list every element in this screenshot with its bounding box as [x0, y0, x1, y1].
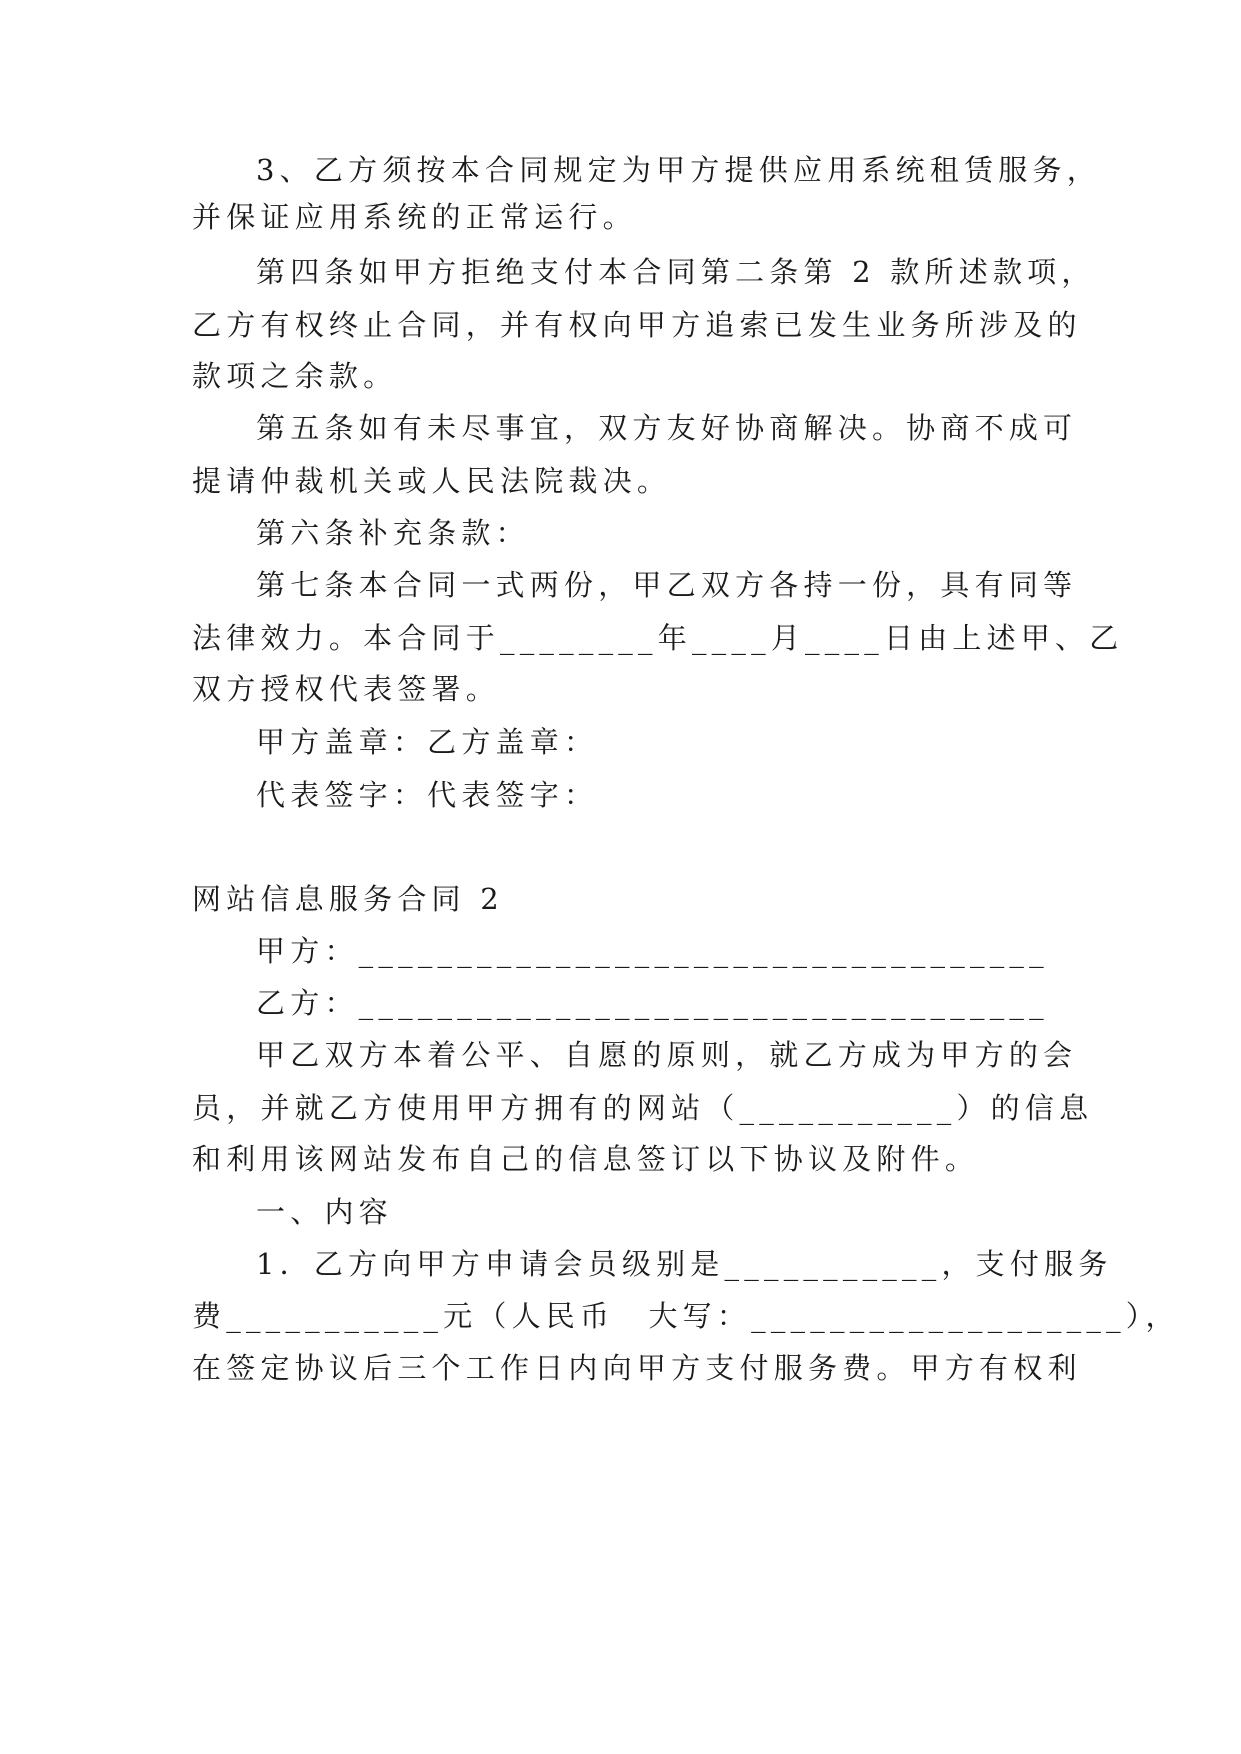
- text-line: 乙方有权终止合同，并有权向甲方追索已发生业务所涉及的: [192, 308, 1082, 342]
- text-line: 甲乙双方本着公平、自愿的原则，就乙方成为甲方的会: [256, 1038, 1078, 1072]
- text-line: 在签定协议后三个工作日内向甲方支付服务费。甲方有权利: [192, 1351, 1082, 1385]
- text-line: 员，并就乙方使用甲方拥有的网站（___________）的信息: [192, 1091, 1094, 1125]
- text-line: 1．乙方向甲方申请会员级别是___________，支付服务: [256, 1247, 1113, 1281]
- text-line: 甲方：___________________________________: [256, 934, 1049, 968]
- text-line: 第四条如甲方拒绝支付本合同第二条第 2 款所述款项，: [256, 255, 1096, 289]
- section-title: 网站信息服务合同 2: [192, 882, 504, 916]
- text-line: 款项之余款。: [192, 359, 398, 393]
- text-line: 第七条本合同一式两份，甲乙双方各持一份，具有同等: [256, 568, 1078, 602]
- text-line: 费___________元（人民币 大写：___________________），: [192, 1299, 1180, 1333]
- text-line: 双方授权代表签署。: [192, 672, 500, 706]
- text-line: 代表签字：代表签字：: [256, 778, 599, 812]
- text-line: 并保证应用系统的正常运行。: [192, 200, 637, 234]
- text-line: 一、内容: [256, 1195, 393, 1229]
- text-line: 3、乙方须按本合同规定为甲方提供应用系统租赁服务，: [256, 153, 1101, 187]
- text-line: 和利用该网站发布自己的信息签订以下协议及附件。: [192, 1142, 980, 1176]
- text-line: 第五条如有未尽事宜，双方友好协商解决。协商不成可: [256, 411, 1078, 445]
- text-line: 甲方盖章：乙方盖章：: [256, 725, 599, 759]
- text-line: 法律效力。本合同于________年____月____日由上述甲、乙: [192, 621, 1124, 655]
- text-line: 提请仲裁机关或人民法院裁决。: [192, 464, 672, 498]
- text-line: 第六条补充条款：: [256, 516, 530, 550]
- text-line: 乙方：___________________________________: [256, 986, 1049, 1020]
